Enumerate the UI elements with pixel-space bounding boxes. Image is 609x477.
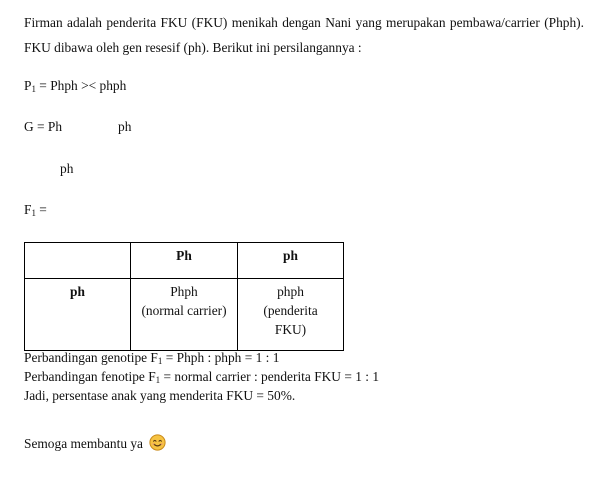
gamete-male: ph — [60, 161, 74, 176]
closing-line: Semoga membantu ya — [24, 434, 166, 456]
intro-paragraph: Firman adalah penderita FKU (FKU) menikah dengan Nani yang merupakan pembawa/carrier (Phph). FKU dibawa oleh gen resesif (ph). Berikut ini persilangannya : — [24, 15, 584, 55]
phenotype-ratio: Perbandingan fenotipe $F_1$ = normal carrier : penderita FKU = 1 : 1 — [24, 369, 380, 385]
f1-line: $F_1$ = — [24, 202, 47, 218]
punnett-row-gamete: ph — [25, 279, 131, 351]
parent-cross-line: $P_1$ = Phph >< phph — [24, 78, 127, 94]
punnett-header-Ph: Ph — [131, 243, 238, 279]
punnett-square — [24, 242, 344, 351]
smiling-face-icon — [149, 434, 166, 456]
gamete-line: G = Ph — [24, 119, 63, 134]
genotype-ratio: Perbandingan genotipe $F_1$ = Phph : phph = 1 : 1 — [24, 350, 280, 366]
gamete-female: ph — [118, 119, 132, 134]
punnett-corner-cell — [25, 243, 131, 279]
punnett-header-row — [25, 243, 344, 279]
punnett-row — [25, 279, 344, 351]
punnett-cell-phph-carrier: Phph (normal carrier) — [131, 279, 238, 351]
punnett-header-ph: ph — [238, 243, 344, 279]
punnett-cell-phph-affected: phph (penderita FKU) — [238, 279, 344, 351]
conclusion-line: Jadi, persentase anak yang menderita FKU = 50%. — [24, 388, 296, 403]
